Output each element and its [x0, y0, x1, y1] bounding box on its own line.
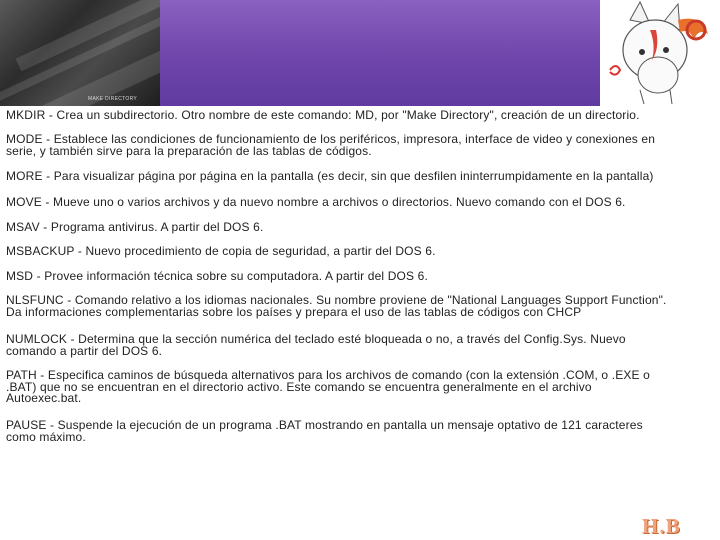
- entry-more: MORE - Para visualizar página por página en la pantalla (es decir, sin que desfilen ininterrumpidamente en la pantalla): [6, 169, 654, 183]
- author-signature: H.B: [642, 514, 681, 538]
- entry-path: PATH - Especifica caminos de búsqueda alternativos para los archivos de comando (con la extensión .COM, o .EXE o .BAT) que no se encuentran en el directorio activo. Este comando se encuentra generalmente en el archivo Autoexec.bat.: [6, 368, 650, 405]
- slide-header: [0, 0, 720, 106]
- entry-mkdir: MKDIR - Crea un subdirectorio. Otro nombre de este comando: MD, por "Make Directory", creación de un directorio.: [6, 108, 640, 122]
- wolf-mascot-icon: [600, 0, 720, 106]
- entry-nlsfunc: NLSFUNC - Comando relativo a los idiomas nacionales. Su nombre proviene de "National Languages Support Function". Da informaciones complementarias sobre los países y prepara el uso de las tablas de códigos con CHCP: [6, 293, 667, 319]
- entry-mode: MODE - Establece las condiciones de funcionamiento de los periféricos, impresora, interface de video y conexiones en serie, y también sirve para la preparación de las tablas de códigos.: [6, 132, 656, 158]
- header-photo-caption: MAKE DIRECTORY: [88, 96, 138, 102]
- wolf-mascot-graphic: [600, 0, 720, 106]
- header-purple-band: [160, 0, 600, 106]
- header-photo: [0, 0, 160, 106]
- entry-msav: MSAV - Programa antivirus. A partir del DOS 6.: [6, 220, 264, 234]
- entry-msbackup: MSBACKUP - Nuevo procedimiento de copia de seguridad, a partir del DOS 6.: [6, 244, 436, 258]
- entry-move: MOVE - Mueve uno o varios archivos y da nuevo nombre a archivos o directorios. Nuevo comando con el DOS 6.: [6, 195, 626, 209]
- entry-numlock: NUMLOCK - Determina que la sección numérica del teclado esté bloqueada o no, a través del Config.Sys. Nuevo comando a partir del DOS 6.: [6, 332, 626, 358]
- entry-pause: PAUSE - Suspende la ejecución de un programa .BAT mostrando en pantalla un mensaje optativo de 121 caracteres como máximo.: [6, 418, 643, 444]
- entry-msd: MSD - Provee información técnica sobre su computadora. A partir del DOS 6.: [6, 269, 428, 283]
